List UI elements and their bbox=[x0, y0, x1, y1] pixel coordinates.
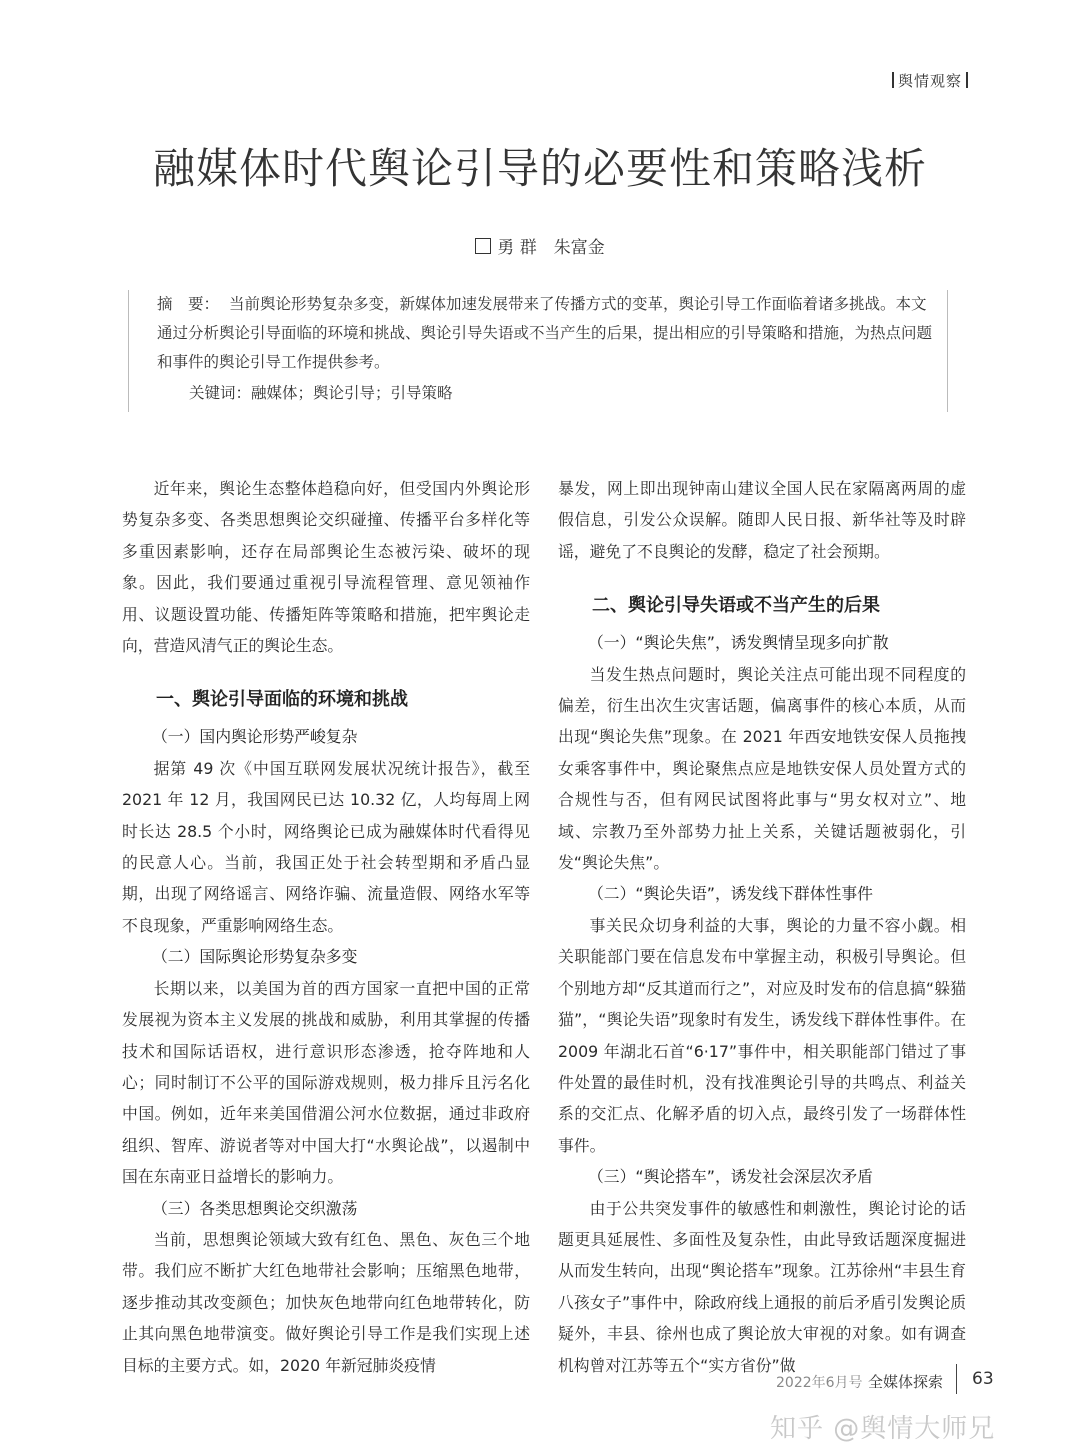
keywords-text: 融媒体；舆论引导；引导策略 bbox=[251, 384, 453, 402]
footer-issue: 2022年6月号 bbox=[776, 1375, 863, 1391]
paragraph-1-2: 长期以来，以美国为首的西方国家一直把中国的正常发展视为资本主义发展的挑战和威胁，利用其掌握的传播技术和国际话语权，进行意识形态渗透，抢夺阵地和人心；同时制订不公平的国际游戏规则，极力排斥且污名化中国。例如，近年来美国借湄公河水位数据，通过非政府组织、智库、游说者等对中国大打“水舆论战”，以遏制中国在东南亚日益增长的影响力。 bbox=[122, 978, 530, 1187]
paragraph-2-2: 事关民众切身利益的大事，舆论的力量不容小觑。相关职能部门要在信息发布中掌握主动，积极引导舆论。但个别地方却“反其道而行之”，对应及时发布的信息搞“躲猫猫”，“舆论失语”现象时有发生，诱发线下群体性事件。在 2009 年湖北石首“6·17”事件中，相关职能部门错过了事件处置的最佳时机，没有找准舆论引导的共鸣点、利益关系的交汇点、化解矛盾的切入点，最终引发了一场群体性事件。 bbox=[558, 915, 966, 1155]
abstract-text: 当前舆论形势复杂多变，新媒体加速发展带来了传播方式的变革，舆论引导工作面临着诸多挑战。本文通过分析舆论引导面临的环境和挑战、舆论引导失语或不当产生的后果，提出相应的引导策略和措施，为热点问题和事件的舆论引导工作提供参考。 bbox=[157, 295, 933, 371]
heading-1: 一、舆论引导面临的环境和挑战 bbox=[156, 689, 408, 711]
left-column bbox=[122, 473, 530, 1381]
subheading-1-3: （三）各类思想舆论交织激荡 bbox=[152, 1198, 358, 1218]
abstract-label: 摘 要： bbox=[157, 295, 220, 313]
intro-paragraph: 近年来，舆论生态整体趋稳向好，但受国内外舆论形势复杂多变、各类思想舆论交织碰撞、传播平台多样化等多重因素影响，还存在局部舆论生态被污染、破坏的现象。因此，我们要通过重视引导流程管理、意见领袖作用、议题设置功能、传播矩阵等策略和措施，把牢舆论走向，营造风清气正的舆论生态。 bbox=[122, 479, 530, 656]
footer-divider bbox=[956, 1364, 957, 1394]
paragraph-1-1: 据第 49 次《中国互联网发展状况统计报告》，截至 2021 年 12 月，我国网民已达 10.32 亿，人均每周上网时长达 28.5 个小时，网络舆论已成为融媒体时代看得见的民意人心。当前，我国正处于社会转型期和矛盾凸显期，出现了网络谣言、网络诈骗、流量造假、网络水军等不良现象，严重影响网络生态。 bbox=[122, 758, 530, 935]
subheading-2-3: （三）“舆论搭车”，诱发社会深层次矛盾 bbox=[588, 1167, 873, 1187]
page-number: 63 bbox=[972, 1369, 994, 1389]
abstract bbox=[128, 290, 948, 412]
paragraph-2-3: 由于公共突发事件的敏感性和刺激性，舆论讨论的话题更具延展性、多面性及复杂性，由此导致话题深度掘进从而发生转向，出现“舆论搭车”现象。江苏徐州“丰县生育八孩女子”事件中，除政府线上通报的前后矛盾引发舆论质疑外，丰县、徐州也成了舆论放大审视的对象。如有调查机构曾对江苏等五个“实方省份”做 bbox=[558, 1198, 966, 1375]
heading-2: 二、舆论引导失语或不当产生的后果 bbox=[592, 595, 880, 617]
subheading-1-2: （二）国际舆论形势复杂多变 bbox=[152, 947, 358, 967]
footer-journal: 全媒体探索 bbox=[868, 1373, 944, 1391]
article-title: 融媒体时代舆论引导的必要性和策略浅析 bbox=[152, 144, 927, 193]
paragraph-1-3: 当前，思想舆论领域大致有红色、黑色、灰色三个地带。我们应不断扩大红色地带社会影响；压缩黑色地带，逐步推动其改变颜色；加快灰色地带向红色地带转化，防止其向黑色地带演变。做好舆论引导工作是我们实现上述目标的主要方式。如，2020 年新冠肺炎疫情 bbox=[122, 1229, 530, 1375]
subheading-2-2: （二）“舆论失语”，诱发线下群体性事件 bbox=[588, 884, 873, 904]
author-box-icon bbox=[475, 238, 491, 254]
keywords-label: 关键词： bbox=[189, 384, 252, 402]
right-column bbox=[558, 473, 966, 1381]
subheading-1-1: （一）国内舆论形势严峻复杂 bbox=[152, 727, 358, 747]
section-tag: 舆情观察 bbox=[888, 70, 972, 91]
authors: 勇 群 朱富金 bbox=[0, 233, 1080, 258]
subheading-2-1: （一）“舆论失焦”，诱发舆情呈现多向扩散 bbox=[588, 633, 889, 653]
continued-paragraph: 暴发，网上即出现钟南山建议全国人民在家隔离两周的虚假信息，引发公众误解。随即人民日报、新华社等及时辟谣，避免了不良舆论的发酵，稳定了社会预期。 bbox=[558, 479, 966, 561]
paragraph-2-1: 当发生热点问题时，舆论关注点可能出现不同程度的偏差，衍生出次生灾害话题，偏离事件的核心本质，从而出现“舆论失焦”现象。在 2021 年西安地铁安保人员拖拽女乘客事件中，舆论聚焦点应是地铁安保人员处置方式的合规性与否，但有网民试图将此事与“男女权对立”、地域、宗教乃至外部势力扯上关系，关键话题被弱化，引发“舆论失焦”。 bbox=[558, 664, 966, 873]
watermark: 知乎 @舆情大师兄 bbox=[770, 1414, 996, 1444]
keywords bbox=[157, 379, 935, 408]
